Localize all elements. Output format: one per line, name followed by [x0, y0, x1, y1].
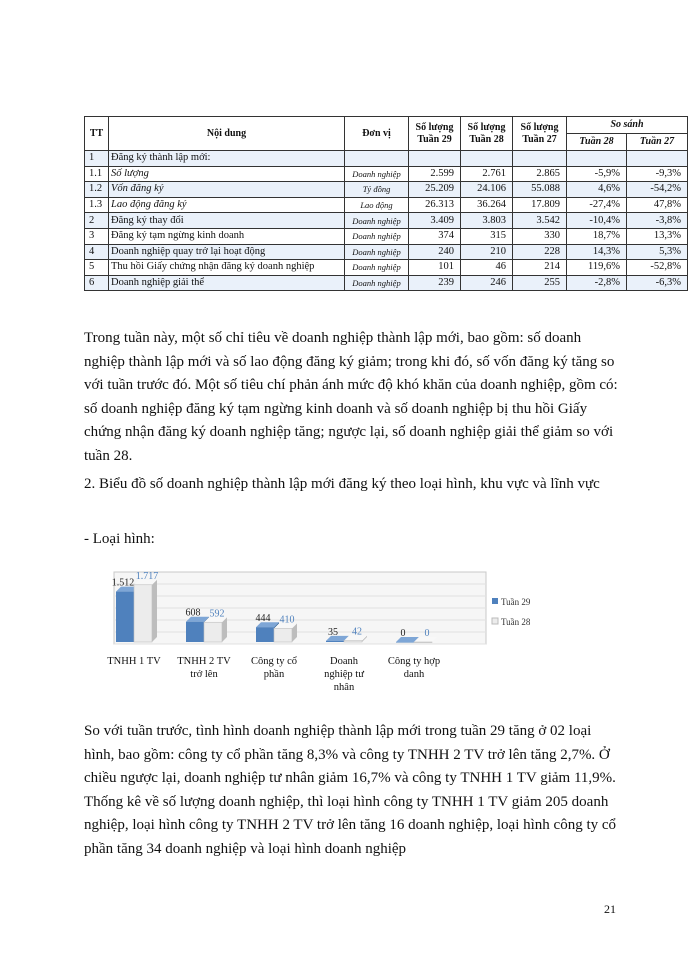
row-tt: 4 [85, 244, 109, 260]
data-label: 410 [279, 614, 295, 626]
legend-swatch [492, 618, 498, 624]
row-compare-week27: -54,2% [627, 182, 688, 198]
row-week28: 246 [461, 275, 513, 291]
bar [116, 592, 134, 642]
row-week28: 3.803 [461, 213, 513, 229]
row-week29: 240 [409, 244, 461, 260]
row-content: Đăng ký thành lập mới: [109, 151, 345, 167]
row-week27: 330 [513, 228, 567, 244]
table-row [85, 197, 688, 213]
row-unit: Tỷ đồng [345, 182, 409, 198]
header-tt: TT [85, 117, 109, 151]
header-week27: Số lượng Tuần 27 [513, 117, 567, 151]
row-week29: 25.209 [409, 182, 461, 198]
header-content: Nội dung [109, 117, 345, 151]
row-week29: 239 [409, 275, 461, 291]
row-week29: 3.409 [409, 213, 461, 229]
row-unit [345, 151, 409, 167]
row-compare-week28 [567, 151, 627, 167]
header-week28: Số lượng Tuần 28 [461, 117, 513, 151]
table-row [85, 151, 688, 167]
row-tt: 1 [85, 151, 109, 167]
row-tt: 2 [85, 213, 109, 229]
row-compare-week27: 47,8% [627, 197, 688, 213]
row-compare-week27: -9,3% [627, 166, 688, 182]
bar [396, 642, 414, 643]
table-body [85, 151, 688, 291]
row-compare-week27: 13,3% [627, 228, 688, 244]
header-week29: Số lượng Tuần 29 [409, 117, 461, 151]
category-label: Công ty hợp [387, 656, 441, 667]
row-tt: 3 [85, 228, 109, 244]
header-unit: Đơn vị [345, 117, 409, 151]
header-compare-week28: Tuần 28 [567, 134, 627, 151]
row-unit: Doanh nghiệp [345, 275, 409, 291]
data-label: 608 [185, 607, 201, 619]
row-week29: 374 [409, 228, 461, 244]
row-unit: Doanh nghiệp [345, 244, 409, 260]
legend-label: Tuần 29 [501, 597, 531, 607]
bar [256, 627, 274, 642]
data-label: 35 [328, 626, 338, 638]
table-row [85, 275, 688, 291]
row-week29: 26.313 [409, 197, 461, 213]
row-compare-week28: -10,4% [567, 213, 627, 229]
row-compare-week28: 18,7% [567, 228, 627, 244]
row-content: Thu hồi Giấy chứng nhận đăng ký doanh nghiệp [109, 260, 345, 276]
table-row [85, 166, 688, 182]
statistics-table [84, 116, 688, 291]
row-week28: 36.264 [461, 197, 513, 213]
bar [204, 622, 222, 642]
row-compare-week27: -3,8% [627, 213, 688, 229]
row-content: Doanh nghiệp giải thể [109, 275, 345, 291]
data-label: 1.717 [135, 570, 159, 582]
row-compare-week28: -2,8% [567, 275, 627, 291]
row-tt: 6 [85, 275, 109, 291]
row-week29 [409, 151, 461, 167]
row-tt: 1.3 [85, 197, 109, 213]
table-row [85, 213, 688, 229]
row-compare-week27 [627, 151, 688, 167]
data-label: 42 [352, 626, 362, 638]
category-label: TNHH 2 TV [177, 656, 231, 667]
table-row [85, 260, 688, 276]
row-week27: 3.542 [513, 213, 567, 229]
category-label: Công ty cổ [250, 656, 298, 667]
row-week29: 2.599 [409, 166, 461, 182]
data-label: 444 [255, 613, 271, 625]
row-week29: 101 [409, 260, 461, 276]
row-week28: 210 [461, 244, 513, 260]
bar [134, 585, 152, 642]
row-compare-week28: 14,3% [567, 244, 627, 260]
row-compare-week28: 119,6% [567, 260, 627, 276]
table-row [85, 228, 688, 244]
row-week27: 214 [513, 260, 567, 276]
bar [344, 641, 362, 642]
data-label: 592 [209, 608, 225, 620]
table-row [85, 182, 688, 198]
row-week27: 2.865 [513, 166, 567, 182]
row-compare-week27: -52,8% [627, 260, 688, 276]
row-unit: Doanh nghiệp [345, 213, 409, 229]
subheading-type: - Loại hình: [84, 531, 155, 547]
row-unit: Doanh nghiệp [345, 228, 409, 244]
row-content: Lao động đăng ký [109, 197, 345, 213]
category-label: nhân [333, 682, 355, 693]
data-label: 1.512 [111, 577, 135, 589]
row-week27: 17.809 [513, 197, 567, 213]
row-week28 [461, 151, 513, 167]
data-label: 0 [424, 628, 430, 639]
row-compare-week28: -27,4% [567, 197, 627, 213]
business-type-bar-chart [90, 560, 531, 700]
row-tt: 1.2 [85, 182, 109, 198]
legend-label: Tuần 28 [501, 617, 531, 627]
bar [326, 641, 344, 642]
bar [414, 642, 432, 643]
category-label: phần [263, 669, 285, 680]
row-compare-week27: -6,3% [627, 275, 688, 291]
data-label: 0 [400, 628, 406, 639]
category-label: danh [403, 669, 425, 680]
row-unit: Doanh nghiệp [345, 260, 409, 276]
header-compare-week27: Tuần 27 [627, 134, 688, 151]
row-week27: 255 [513, 275, 567, 291]
header-compare: So sánh [567, 117, 688, 134]
legend-swatch [492, 598, 498, 604]
row-content: Vốn đăng ký [109, 182, 345, 198]
row-compare-week28: -5,9% [567, 166, 627, 182]
row-content: Doanh nghiệp quay trở lại hoạt động [109, 244, 345, 260]
row-week27: 228 [513, 244, 567, 260]
row-content: Đăng ký tạm ngừng kinh doanh [109, 228, 345, 244]
row-unit: Doanh nghiệp [345, 166, 409, 182]
row-week28: 24.106 [461, 182, 513, 198]
row-content: Số lượng [109, 166, 345, 182]
paragraph-summary: Trong tuần này, một số chỉ tiêu về doanh nghiệp thành lập mới, bao gồm: số doanh nghiệp thành lập mới và số lao động đăng ký giảm; trong khi đó, số vốn đăng ký tăng so với tuần trước đó. Một số tiêu chí phản ánh mức độ khó khăn của doanh nghiệp, gồm có: số doanh nghiệp đăng ký tạm ngừng kinh doanh và số doanh nghiệp bị thu hồi Giấy chứng nhận đăng ký doanh nghiệp tăng; ngược lại, số doanh nghiệp giải thể giảm so với tuần 28. [84, 330, 618, 464]
category-label: Doanh [330, 656, 358, 667]
row-tt: 5 [85, 260, 109, 276]
row-week28: 46 [461, 260, 513, 276]
row-week27: 55.088 [513, 182, 567, 198]
bar [186, 622, 204, 642]
table-row [85, 244, 688, 260]
row-week28: 315 [461, 228, 513, 244]
section-heading-chart: 2. Biểu đồ số doanh nghiệp thành lập mới đăng ký theo loại hình, khu vực và lĩnh vực [84, 476, 600, 492]
row-week27 [513, 151, 567, 167]
category-label: nghiệp tư [324, 669, 364, 680]
row-compare-week27: 5,3% [627, 244, 688, 260]
row-tt: 1.1 [85, 166, 109, 182]
bar [274, 628, 292, 642]
category-label: TNHH 1 TV [107, 656, 161, 667]
bar-side [152, 580, 157, 642]
row-content: Đăng ký thay đổi [109, 213, 345, 229]
row-unit: Lao động [345, 197, 409, 213]
row-week28: 2.761 [461, 166, 513, 182]
page-number: 21 [604, 902, 616, 916]
paragraph-comparison: So với tuần trước, tình hình doanh nghiệp thành lập mới trong tuần 29 tăng ở 02 loại hình, bao gồm: công ty cổ phần tăng 8,3% và công ty TNHH 2 TV trở lên tăng 2,7%. Ở chiều ngược lại, doanh nghiệp tư nhân giảm 16,7% và công ty TNHH 1 TV giảm 11,9%. Thống kê về số lượng doanh nghiệp, thì loại hình công ty TNHH 1 TV giảm 205 doanh nghiệp, loại hình công ty TNHH 2 TV trở lên tăng 16 doanh nghiệp, loại hình công ty cổ phần tăng 34 doanh nghiệp và loại hình doanh nghiệp [84, 723, 617, 857]
category-label: trở lên [190, 669, 218, 680]
row-compare-week28: 4,6% [567, 182, 627, 198]
